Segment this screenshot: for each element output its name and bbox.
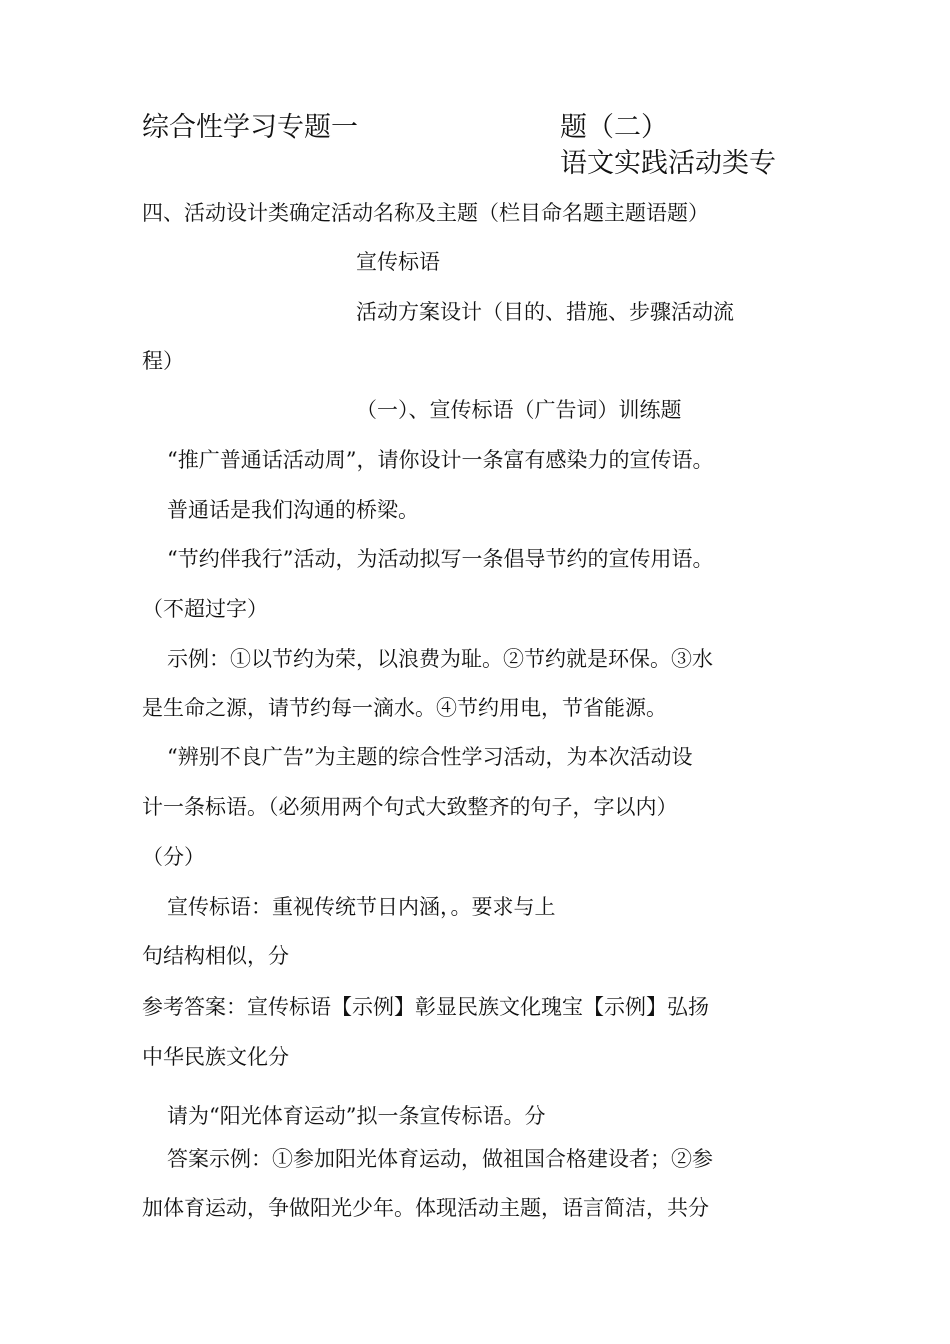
title-left: 综合性学习专题一	[142, 112, 358, 143]
title-right-top: 题（二）	[560, 112, 668, 143]
answer-4-line-2: 中华民族文化分	[142, 1045, 289, 1069]
outline-item-plan-cont: 程）	[142, 349, 184, 373]
question-3-line-1: “辨别不良广告”为主题的综合性学习活动，为本次活动设	[167, 745, 693, 769]
question-3-score: （分）	[142, 845, 205, 869]
question-2-note: （不超过字）	[142, 597, 268, 621]
question-3-line-2: 计一条标语。（必须用两个句式大致整齐的句子，字以内）	[142, 795, 678, 819]
answer-5-line-2: 加体育运动，争做阳光少年。体现活动主题，语言简洁，共分	[142, 1196, 709, 1220]
question-1: “推广普通话活动周”，请你设计一条富有感染力的宣传语。	[167, 448, 714, 472]
answer-4-line-1: 参考答案：宣传标语【示例】彰显民族文化瑰宝【示例】弘扬	[142, 995, 709, 1019]
question-4-line-2: 句结构相似，分	[142, 944, 289, 968]
example-2-line-2: 是生命之源，请节约每一滴水。④节约用电，节省能源。	[142, 696, 667, 720]
example-2-line-1: 示例：①以节约为荣，以浪费为耻。②节约就是环保。③水	[167, 647, 713, 671]
subsection-heading: （一）、宣传标语（广告词）训练题	[356, 398, 682, 422]
section-heading: 四、活动设计类确定活动名称及主题（栏目命名题主题语题）	[142, 201, 709, 225]
question-2: “节约伴我行”活动，为活动拟写一条倡导节约的宣传用语。	[167, 547, 714, 571]
question-5: 请为“阳光体育运动”拟一条宣传标语。分	[167, 1104, 546, 1128]
answer-1: 普通话是我们沟通的桥梁。	[167, 498, 419, 522]
outline-item-plan: 活动方案设计（目的、措施、步骤活动流	[356, 300, 734, 324]
answer-5-line-1: 答案示例：①参加阳光体育运动，做祖国合格建设者；②参	[167, 1147, 713, 1171]
outline-item-slogan: 宣传标语	[356, 250, 440, 274]
question-4-line-1: 宣传标语：重视传统节日内涵，。要求与上	[167, 895, 556, 919]
title-right-bottom: 语文实践活动类专	[560, 148, 776, 179]
